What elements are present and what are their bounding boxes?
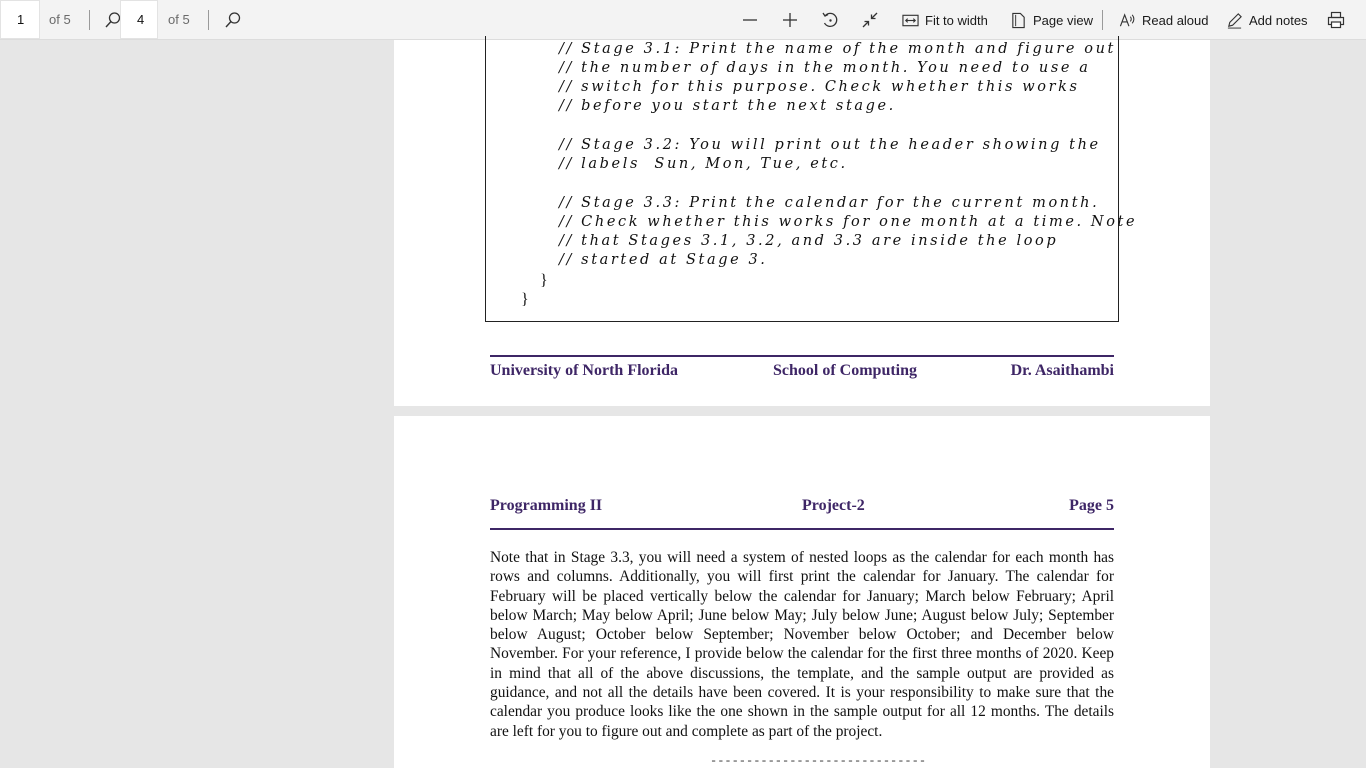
zoom-in-icon[interactable]: [778, 8, 802, 32]
pen-icon: [1226, 12, 1243, 29]
header-project: Project-2: [802, 497, 865, 514]
separator-dashes: ------------------------------: [710, 754, 927, 768]
footer-author: Dr. Asaithambi: [1010, 362, 1114, 379]
pdf-page-5: [394, 416, 1210, 768]
header-rule: [490, 528, 1114, 530]
code-line: // started at Stage 3.: [559, 252, 768, 268]
search-page-input[interactable]: 4: [120, 0, 158, 39]
code-line: // the number of days in the month. You need to use a: [559, 60, 1091, 76]
body-paragraph: Note that in Stage 3.3, you will need a system of nested loops as the calendar for each month has rows and columns. Additionally, you will first print the calendar for January. The calendar for February will be placed vertically below the calendar for January; March below February; April below March; May below April; June below May; July below June; August below July; September below August; October below September; November below October; and December below November. For your reference, I provide below the calendar for the first three months of 2020. Keep in mind that all of the above discussions, the template, and the sample output are provided as guidance, and not all the details have been covered. It is your responsibility to make sure that the calendar you produce looks like the one shown in the sample output for all 12 months. The details are left for you to figure out and complete as part of the project.: [490, 549, 1114, 740]
page-view-icon: [1010, 12, 1027, 29]
read-aloud-label: Read aloud: [1142, 12, 1209, 28]
pdf-toolbar: [0, 0, 1366, 40]
rotate-icon[interactable]: [818, 8, 842, 32]
header-page-number: Page 5: [1069, 497, 1114, 514]
code-line: // Stage 3.3: Print the calendar for the current month.: [559, 195, 1100, 211]
code-line: // Stage 3.2: You will print out the header showing the: [559, 137, 1101, 153]
pdf-page-4: [394, 40, 1210, 406]
print-icon[interactable]: [1324, 8, 1348, 32]
page-count-label: of 5: [49, 12, 71, 27]
add-notes-label: Add notes: [1249, 12, 1308, 28]
toolbar-divider: [89, 10, 90, 30]
page-number-input[interactable]: 1: [0, 0, 40, 39]
code-closing-brace: }: [521, 291, 529, 308]
code-line: // before you start the next stage.: [559, 98, 896, 114]
footer-school: School of Computing: [773, 362, 918, 379]
code-closing-brace: }: [540, 272, 548, 289]
read-aloud-button[interactable]: [1119, 0, 1209, 40]
read-aloud-icon: [1119, 12, 1136, 29]
header-course: Programming II: [490, 497, 603, 514]
fit-to-width-label: Fit to width: [925, 12, 988, 28]
search-page-count-label: of 5: [168, 12, 190, 27]
code-line: // Check whether this works for one month at a time. Note: [559, 214, 1138, 230]
add-notes-button[interactable]: [1226, 0, 1308, 40]
footer-rule: [490, 355, 1114, 357]
page-view-button[interactable]: [1010, 0, 1093, 40]
code-listing-box: [485, 36, 1138, 322]
fit-to-width-button[interactable]: [902, 0, 988, 40]
fit-to-width-icon: [902, 12, 919, 29]
footer-university: University of North Florida: [490, 362, 678, 379]
code-line: // that Stages 3.1, 3.2, and 3.3 are inside the loop: [559, 233, 1059, 249]
page-view-label: Page view: [1033, 12, 1093, 28]
code-line: // labels Sun, Mon, Tue, etc.: [559, 156, 848, 172]
fit-page-icon[interactable]: [858, 8, 882, 32]
find-icon[interactable]: [221, 8, 245, 32]
code-line: // switch for this purpose. Check whether this works: [559, 79, 1080, 95]
code-line: // Stage 3.1: Print the name of the month and figure out: [559, 41, 1116, 57]
toolbar-divider: [208, 10, 209, 30]
toolbar-divider: [1102, 10, 1103, 30]
zoom-out-icon[interactable]: [738, 8, 762, 32]
